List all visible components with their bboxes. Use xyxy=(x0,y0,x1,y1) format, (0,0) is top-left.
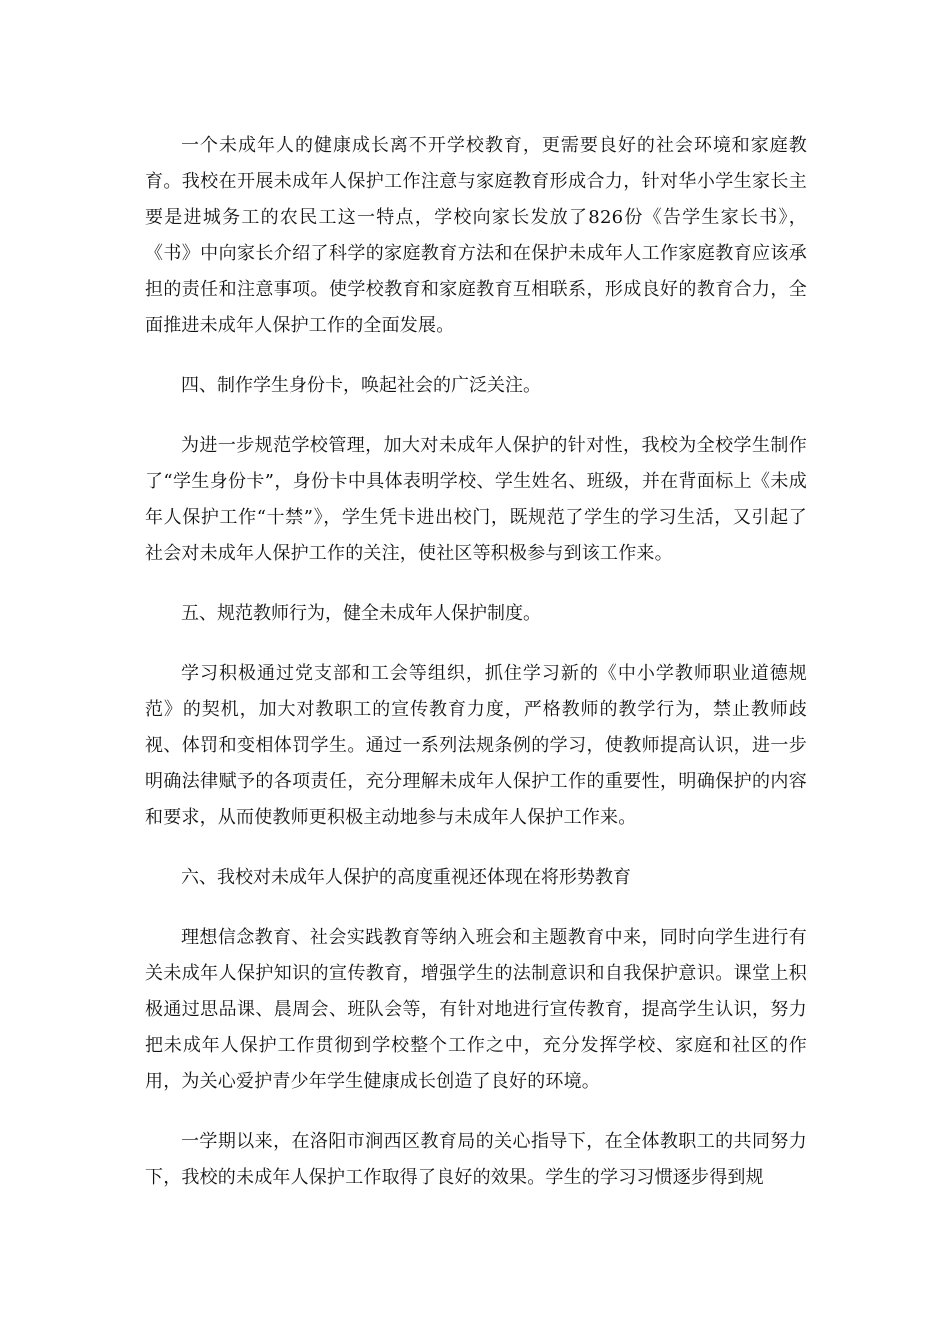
paragraph-semester-summary: 一学期以来，在洛阳市涧西区教育局的关心指导下，在全体教职工的共同努力下，我校的未成年人保护工作取得了良好的效果。学生的学习习惯逐步得到规 xyxy=(145,1131,807,1188)
paragraph-ideals-education: 理想信念教育、社会实践教育等纳入班会和主题教育中来，同时向学生进行有关未成年人保护知识的宣传教育，增强学生的法制意识和自我保护意识。课堂上积极通过思品课、晨周会、班队会等，有针对地进行宣传教育，提高学生认识，努力把未成年人保护工作贯彻到学校整个工作之中，充分发挥学校、家庭和社区的作用，为关心爱护青少年学生健康成长创造了良好的环境。 xyxy=(145,927,807,1092)
paragraph-teacher-conduct: 学习积极通过党支部和工会等组织，抓住学习新的《中小学教师职业道德规范》的契机，加大对教职工的宣传教育力度，严格教师的教学行为，禁止教师歧视、体罚和变相体罚学生。通过一系列法规条例的学习，使教师提高认识，进一步明确法律赋予的各项责任，充分理解未成年人保护工作的重要性，明确保护的内容和要求，从而使教师更积极主动地参与未成年人保护工作来。 xyxy=(145,663,807,828)
section-heading-teacher-conduct: 五、规范教师行为，健全未成年人保护制度。 xyxy=(181,603,541,624)
document-body xyxy=(145,128,807,1220)
section-heading-situation-education: 六、我校对未成年人保护的高度重视还体现在将形势教育 xyxy=(181,867,631,888)
paragraph-family-education: 一个未成年人的健康成长离不开学校教育，更需要良好的社会环境和家庭教育。我校在开展未成年人保护工作注意与家庭教育形成合力，针对华小学生家长主要是进城务工的农民工这一特点，学校向家长发放了826份《告学生家长书》，《书》中向家长介绍了科学的家庭教育方法和在保护未成年人工作家庭教育应该承担的责任和注意事项。使学校教育和家庭教育互相联系，形成良好的教育合力，全面推进未成年人保护工作的全面发展。 xyxy=(145,135,807,336)
paragraph-student-id-card: 为进一步规范学校管理，加大对未成年人保护的针对性，我校为全校学生制作了“学生身份卡”，身份卡中具体表明学校、学生姓名、班级，并在背面标上《未成年人保护工作“十禁”》，学生凭卡进出校门，既规范了学生的学习生活，又引起了社会对未成年人保护工作的关注，使社区等积极参与到该工作来。 xyxy=(145,435,807,564)
section-heading-student-id-card: 四、制作学生身份卡，唤起社会的广泛关注。 xyxy=(181,375,541,396)
